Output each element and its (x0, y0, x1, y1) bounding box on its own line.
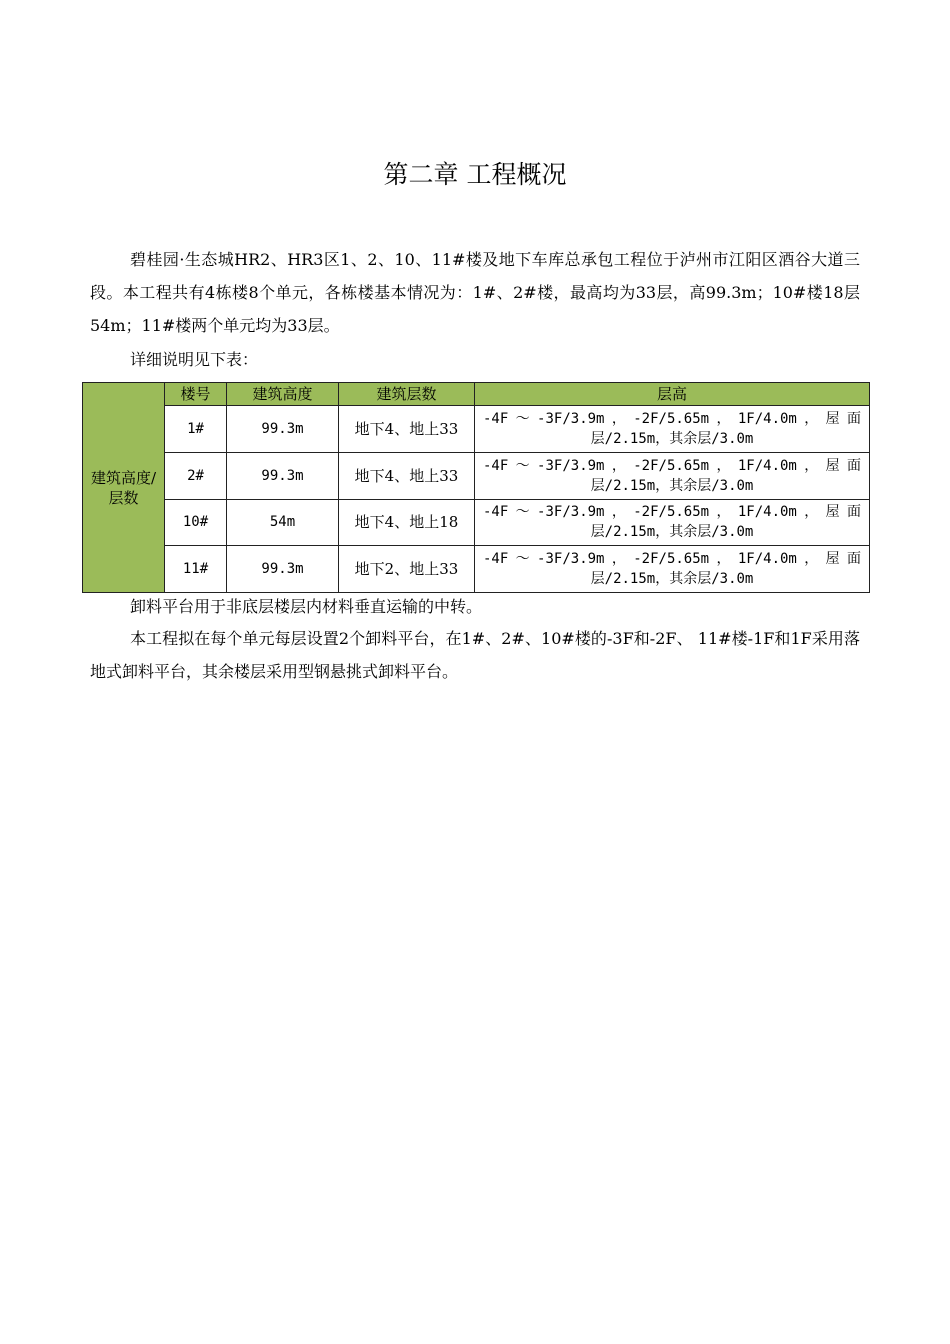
platform-plan-paragraph: 本工程拟在每个单元每层设置2个卸料平台，在1#、2#、10#楼的-3F和-2F、 11#楼-1F和1F采用落地式卸料平台，其余楼层采用型钢悬挑式卸料平台。 (90, 629, 860, 681)
cell-building: 2# (165, 452, 227, 499)
cell-floor-height: -4F～-3F/3.9m，-2F/5.65m，1F/4.0m，屋面层/2.15m，其余层/3.0m (475, 499, 870, 546)
header-floor-height: 层高 (475, 383, 870, 406)
row-group-label: 建筑高度/层数 (83, 383, 165, 593)
table-row (83, 452, 870, 499)
cell-building: 1# (165, 406, 227, 453)
cell-floor-height: -4F～-3F/3.9m，-2F/5.65m，1F/4.0m，屋面层/2.15m，其余层/3.0m (475, 452, 870, 499)
table-intro-paragraph: 详细说明见下表： (130, 350, 259, 369)
cell-floor-height: -4F～-3F/3.9m，-2F/5.65m，1F/4.0m，屋面层/2.15m，其余层/3.0m (475, 546, 870, 593)
table-row (83, 546, 870, 593)
platform-use-paragraph: 卸料平台用于非底层楼层内材料垂直运输的中转。 (130, 597, 483, 616)
cell-height: 99.3m (227, 546, 339, 593)
chapter-title: 第二章 工程概况 (383, 159, 567, 189)
table-header-row (83, 383, 870, 406)
cell-building: 10# (165, 499, 227, 546)
cell-floors: 地下4、地上18 (339, 499, 475, 546)
building-info-table (82, 382, 870, 593)
header-floors: 建筑层数 (339, 383, 475, 406)
table-row (83, 406, 870, 453)
cell-height: 99.3m (227, 452, 339, 499)
cell-floor-height: -4F～-3F/3.9m，-2F/5.65m，1F/4.0m，屋面层/2.15m，其余层/3.0m (475, 406, 870, 453)
header-height: 建筑高度 (227, 383, 339, 406)
header-building: 楼号 (165, 383, 227, 406)
intro-paragraph: 碧桂园·生态城HR2、HR3区1、2、10、11#楼及地下车库总承包工程位于泸州市江阳区酒谷大道三段。本工程共有4栋楼8个单元，各栋楼基本情况为：1#、2#楼，最高均为33层，高99.3m；10#楼18层54m；11#楼两个单元均为33层。 (90, 250, 860, 335)
cell-floors: 地下2、地上33 (339, 546, 475, 593)
cell-height: 54m (227, 499, 339, 546)
cell-floors: 地下4、地上33 (339, 406, 475, 453)
cell-building: 11# (165, 546, 227, 593)
cell-height: 99.3m (227, 406, 339, 453)
table-row (83, 499, 870, 546)
cell-floors: 地下4、地上33 (339, 452, 475, 499)
